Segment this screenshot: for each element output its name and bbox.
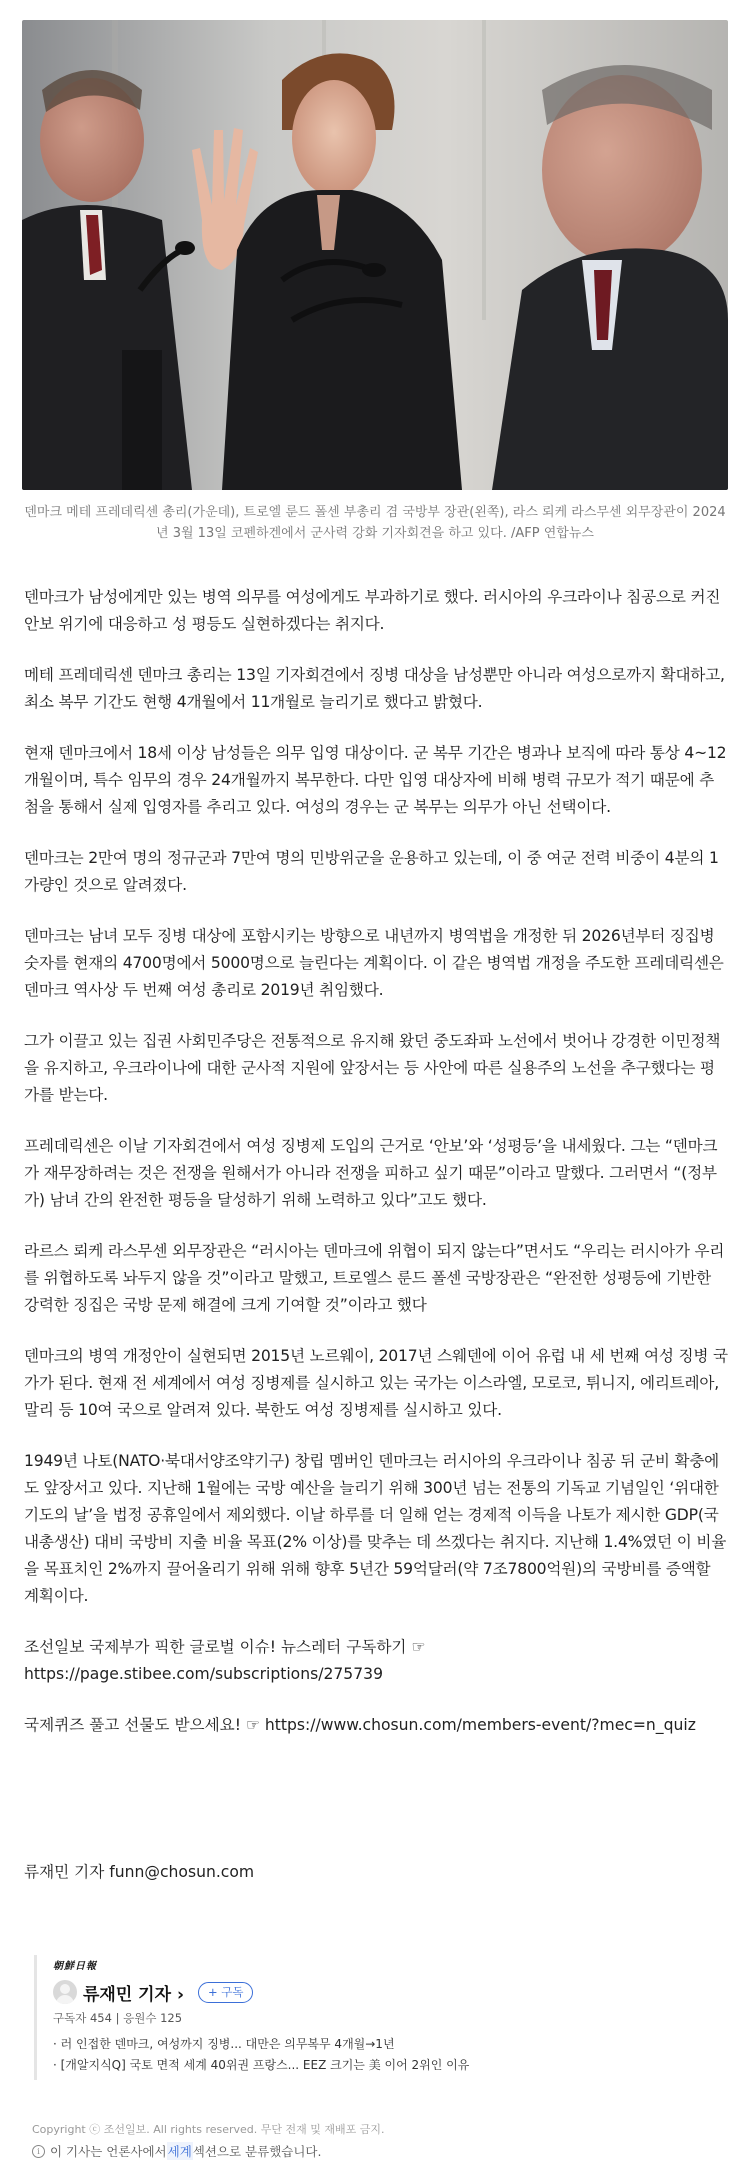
- article-paragraph: 덴마크는 2만여 명의 정규군과 7만여 명의 민방위군을 운용하고 있는데, 이 중 여군 전력 비중이 4분의 1가량인 것으로 알려졌다.: [24, 849, 719, 894]
- article-paragraph: 메테 프레데릭센 덴마크 총리는 13일 기자회견에서 징병 대상을 남성뿐만 아니라 여성으로까지 확대하고, 최소 복무 기간도 현행 4개월에서 11개월로 늘리기로 했다고 밝혔다.: [24, 666, 725, 711]
- subscribe-button[interactable]: + 구독: [198, 1982, 254, 2003]
- reporter-card: [34, 1955, 693, 2080]
- section-link[interactable]: 세계: [167, 2144, 192, 2159]
- reporter-article-list: [53, 2034, 693, 2076]
- photo-caption: 덴마크 메테 프레데릭센 총리(가운데), 트로엘 룬드 폴센 부총리 겸 국방부 장관(왼쪽), 라스 뢰케 라스무센 외무장관이 2024년 3월 13일 코펜하겐에서 군사력 강화 기자회견을 하고 있다. /AFP 연합뉴스: [24, 505, 726, 541]
- article-paragraph: 덴마크는 남녀 모두 징병 대상에 포함시키는 방향으로 내년까지 병역법을 개정한 뒤 2026년부터 징집병 숫자를 현재의 4700명에서 5000명으로 늘린다는 계획이다. 이 같은 병역법 개정을 주도한 프레데릭센은 덴마크 역사상 두 번째 여성 총리로 2019년 취임했다.: [24, 927, 724, 999]
- info-icon: i: [32, 2145, 45, 2158]
- reporter-stats: 구독자 454 | 응원수 125: [53, 2011, 183, 2025]
- list-item[interactable]: · [개알지식Q] 국토 면적 세계 40위권 프랑스... EEZ 크기는 美 이어 2위인 이유: [53, 2058, 470, 2072]
- article-photo: [22, 20, 728, 490]
- quiz-promo[interactable]: 국제퀴즈 풀고 선물도 받으세요! ☞ https://www.chosun.com/members-event/?mec=n_quiz: [24, 1716, 696, 1734]
- newsletter-text: 조선일보 국제부가 픽한 글로벌 이슈! 뉴스레터 구독하기 ☞: [24, 1638, 426, 1656]
- article-byline: 류재민 기자 funn@chosun.com: [24, 1863, 255, 1881]
- article-paragraph: 라르스 뢰케 라스무센 외무장관은 “러시아는 덴마크에 위협이 되지 않는다”면서도 “우리는 러시아가 우리를 위협하도록 놔두지 않을 것”이라고 말했고, 트로엘스 룬드 폴센 국방장관은 “완전한 성평등에 기반한 강력한 징집은 국방 문제 해결에 크게 기여할 것”이라고 했다: [24, 1242, 725, 1314]
- article-paragraph: 현재 덴마크에서 18세 이상 남성들은 의무 입영 대상이다. 군 복무 기간은 병과나 보직에 따라 통상 4~12개월이며, 특수 임무의 경우 24개월까지 복무한다. 다만 입영 대상자에 비해 병력 규모가 적기 때문에 추첨을 통해서 실제 입영자를 추리고 있다. 여성의 경우는 군 복무는 의무가 아닌 선택이다.: [24, 744, 727, 816]
- avatar[interactable]: [53, 1980, 77, 2004]
- newsletter-promo: [24, 1634, 728, 1688]
- reporter-name-row: [53, 1978, 693, 2006]
- section-classification: i 이 기사는 언론사에서 세계 섹션으로 분류했습니다.: [32, 2142, 321, 2160]
- article-paragraph: 1949년 나토(NATO·북대서양조약기구) 창립 멤버인 덴마크는 러시아의 우크라이나 침공 뒤 군비 확충에도 앞장서고 있다. 지난해 1월에는 국방 예산을 늘리기 위해 300년 넘는 전통의 기독교 기념일인 ‘위대한 기도의 날’을 법정 공휴일에서 제외했다. 이날 하루를 더 일해 얻는 경제적 이득을 나토가 제시한 GDP(국내총생산) 대비 국방비 지출 비율 목표(2% 이상)를 맞추는 데 쓰겠다는 취지다. 지난해 1.4%였던 이 비율을 목표치인 2%까지 끌어올리기 위해 위해 향후 5년간 59억달러(약 7조7800억원)의 국방비를 증액할 계획이다.: [24, 1452, 727, 1605]
- article-paragraph: 프레데릭센은 이날 기자회견에서 여성 징병제 도입의 근거로 ‘안보’와 ‘성평등’을 내세웠다. 그는 “덴마크가 재무장하려는 것은 전쟁을 원해서가 아니라 전쟁을 피하고 싶기 때문”이라고 말했다. 그러면서 “(정부가) 남녀 간의 완전한 평등을 달성하기 위해 노력하고 있다”고도 했다.: [24, 1137, 718, 1209]
- article-paragraph: 그가 이끌고 있는 집권 사회민주당은 전통적으로 유지해 왔던 중도좌파 노선에서 벗어나 강경한 이민정책을 유지하고, 우크라이나에 대한 군사적 지원에 앞장서는 등 사안에 따른 실용주의 노선을 추구했다는 평가를 받는다.: [24, 1032, 721, 1104]
- press-conference-image: [22, 20, 728, 490]
- publisher-logo[interactable]: 朝鮮日報: [53, 1961, 97, 1972]
- article-paragraph: 덴마크가 남성에게만 있는 병역 의무를 여성에게도 부과하기로 했다. 러시아의 우크라이나 침공으로 커진 안보 위기에 대응하고 성 평등도 실현하겠다는 취지다.: [24, 588, 721, 633]
- copyright-notice: Copyright ⓒ 조선일보. All rights reserved. 무단 전재 및 재배포 금지.: [32, 2123, 385, 2136]
- list-item[interactable]: · 러 인접한 덴마크, 여성까지 징병... 대만은 의무복무 4개월→1년: [53, 2037, 395, 2051]
- newsletter-link[interactable]: https://page.stibee.com/subscriptions/275739: [24, 1665, 383, 1683]
- reporter-name[interactable]: 류재민 기자 ›: [83, 1984, 184, 2005]
- chevron-right-icon: ›: [176, 1984, 184, 2005]
- article-paragraph: 덴마크의 병역 개정안이 실현되면 2015년 노르웨이, 2017년 스웨덴에 이어 유럽 내 세 번째 여성 징병 국가가 된다. 현재 전 세계에서 여성 징병제를 실시하고 있는 국가는 이스라엘, 모로코, 튀니지, 에리트레아, 말리 등 10여 국으로 알려져 있다. 북한도 여성 징병제를 실시하고 있다.: [24, 1347, 728, 1419]
- article-body: [24, 584, 728, 1739]
